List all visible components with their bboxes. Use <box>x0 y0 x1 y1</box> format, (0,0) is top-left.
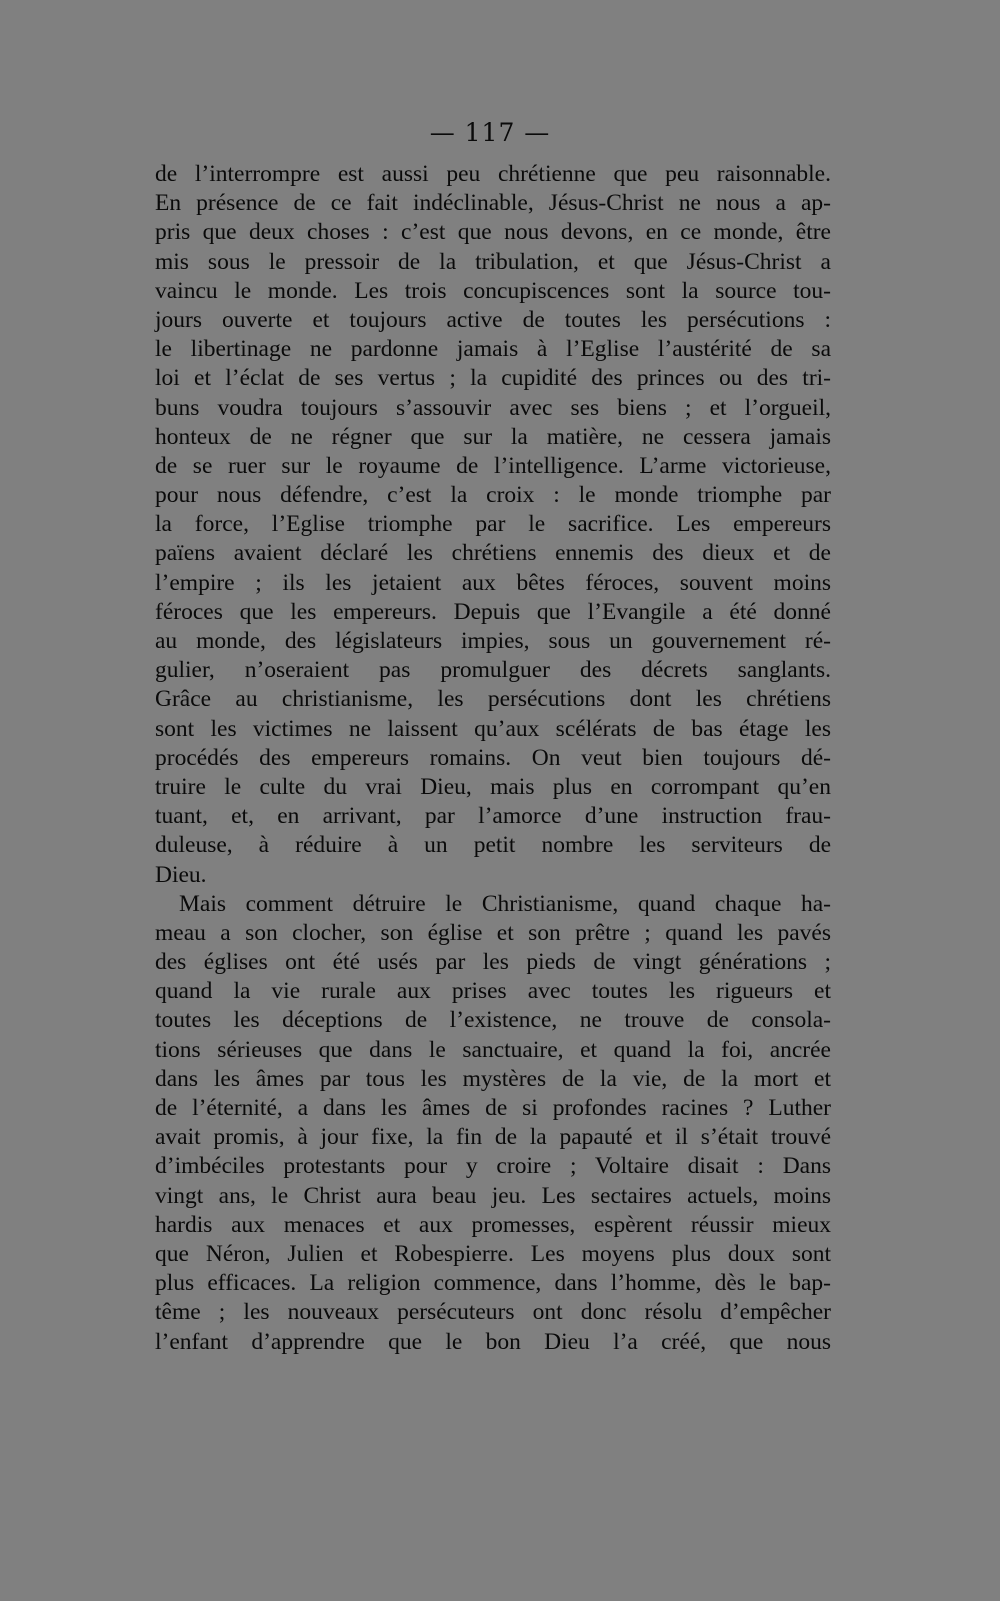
text-line: loi et l’éclat de ses vertus ; la cupidité des princes ou des tri- <box>155 365 831 392</box>
text-line: dans les âmes par tous les mystères de la vie, de la mort et <box>155 1065 831 1092</box>
text-line: duleuse, à réduire à un petit nombre les serviteurs de <box>155 832 831 859</box>
text-line: plus efficaces. La religion commence, dans l’homme, dès le bap- <box>155 1270 831 1297</box>
text-line: jours ouverte et toujours active de toutes les persécutions : <box>155 306 831 333</box>
text-line: d’imbéciles protestants pour y croire ; Voltaire disait : Dans <box>155 1153 831 1180</box>
text-line: toutes les déceptions de l’existence, ne trouve de consola- <box>155 1007 831 1034</box>
text-line: buns voudra toujours s’assouvir avec ses biens ; et l’orgueil, <box>155 394 831 421</box>
text-line: avait promis, à jour fixe, la fin de la papauté et il s’était trouvé <box>155 1124 831 1151</box>
text-line: truire le culte du vrai Dieu, mais plus en corrompant qu’en <box>155 773 831 800</box>
text-line: mis sous le pressoir de la tribulation, et que Jésus-Christ a <box>155 248 831 275</box>
text-line: hardis aux menaces et aux promesses, espèrent réussir mieux <box>155 1211 831 1238</box>
text-line: gulier, n’oseraient pas promulguer des décrets sanglants. <box>155 657 831 684</box>
text-line: meau a son clocher, son église et son prêtre ; quand les pavés <box>155 919 831 946</box>
text-line: que Néron, Julien et Robespierre. Les moyens plus doux sont <box>155 1240 831 1267</box>
text-line: de se ruer sur le royaume de l’intelligence. L’arme victorieuse, <box>155 452 831 479</box>
text-line: pris que deux choses : c’est que nous devons, en ce monde, être <box>155 219 831 246</box>
text-line: l’enfant d’apprendre que le bon Dieu l’a créé, que nous <box>155 1328 831 1355</box>
text-line: vaincu le monde. Les trois concupiscences sont la source tou- <box>155 277 831 304</box>
text-line: vingt ans, le Christ aura beau jeu. Les sectaires actuels, moins <box>155 1182 831 1209</box>
text-line: Mais comment détruire le Christianisme, quand chaque ha- <box>179 890 831 917</box>
text-line: Dieu. <box>155 861 207 888</box>
body-text <box>155 160 831 1357</box>
text-line: honteux de ne régner que sur la matière, ne cessera jamais <box>155 423 831 450</box>
text-line: sont les victimes ne laissent qu’aux scélérats de bas étage les <box>155 715 831 742</box>
text-line: Grâce au christianisme, les persécutions dont les chrétiens <box>155 686 831 713</box>
text-line: au monde, des législateurs impies, sous un gouvernement ré- <box>155 628 831 654</box>
text-line: féroces que les empereurs. Depuis que l’Evangile a été donné <box>155 598 831 625</box>
text-line: de l’interrompre est aussi peu chrétienne que peu raisonnable. <box>155 161 831 187</box>
text-line: tuant, et, en arrivant, par l’amorce d’une instruction frau- <box>155 803 831 830</box>
page-number: — 117 — <box>429 118 551 147</box>
text-line: le libertinage ne pardonne jamais à l’Eglise l’austérité de sa <box>155 336 831 363</box>
text-line: païens avaient déclaré les chrétiens ennemis des dieux et de <box>155 540 831 567</box>
text-line: tême ; les nouveaux persécuteurs ont donc résolu d’empêcher <box>155 1299 831 1326</box>
text-line: tions sérieuses que dans le sanctuaire, et quand la foi, ancrée <box>155 1036 831 1063</box>
text-line: la force, l’Eglise triomphe par le sacrifice. Les empereurs <box>155 511 831 538</box>
text-line: procédés des empereurs romains. On veut bien toujours dé- <box>155 744 831 771</box>
text-line: quand la vie rurale aux prises avec toutes les rigueurs et <box>155 978 831 1005</box>
text-line: pour nous défendre, c’est la croix : le monde triomphe par <box>155 482 831 509</box>
text-line: de l’éternité, a dans les âmes de si profondes racines ? Luther <box>155 1095 831 1121</box>
text-line: des églises ont été usés par les pieds de vingt générations ; <box>155 949 831 976</box>
text-line: En présence de ce fait indéclinable, Jésus-Christ ne nous a ap- <box>155 190 831 217</box>
text-line: l’empire ; ils les jetaient aux bêtes féroces, souvent moins <box>155 569 831 596</box>
